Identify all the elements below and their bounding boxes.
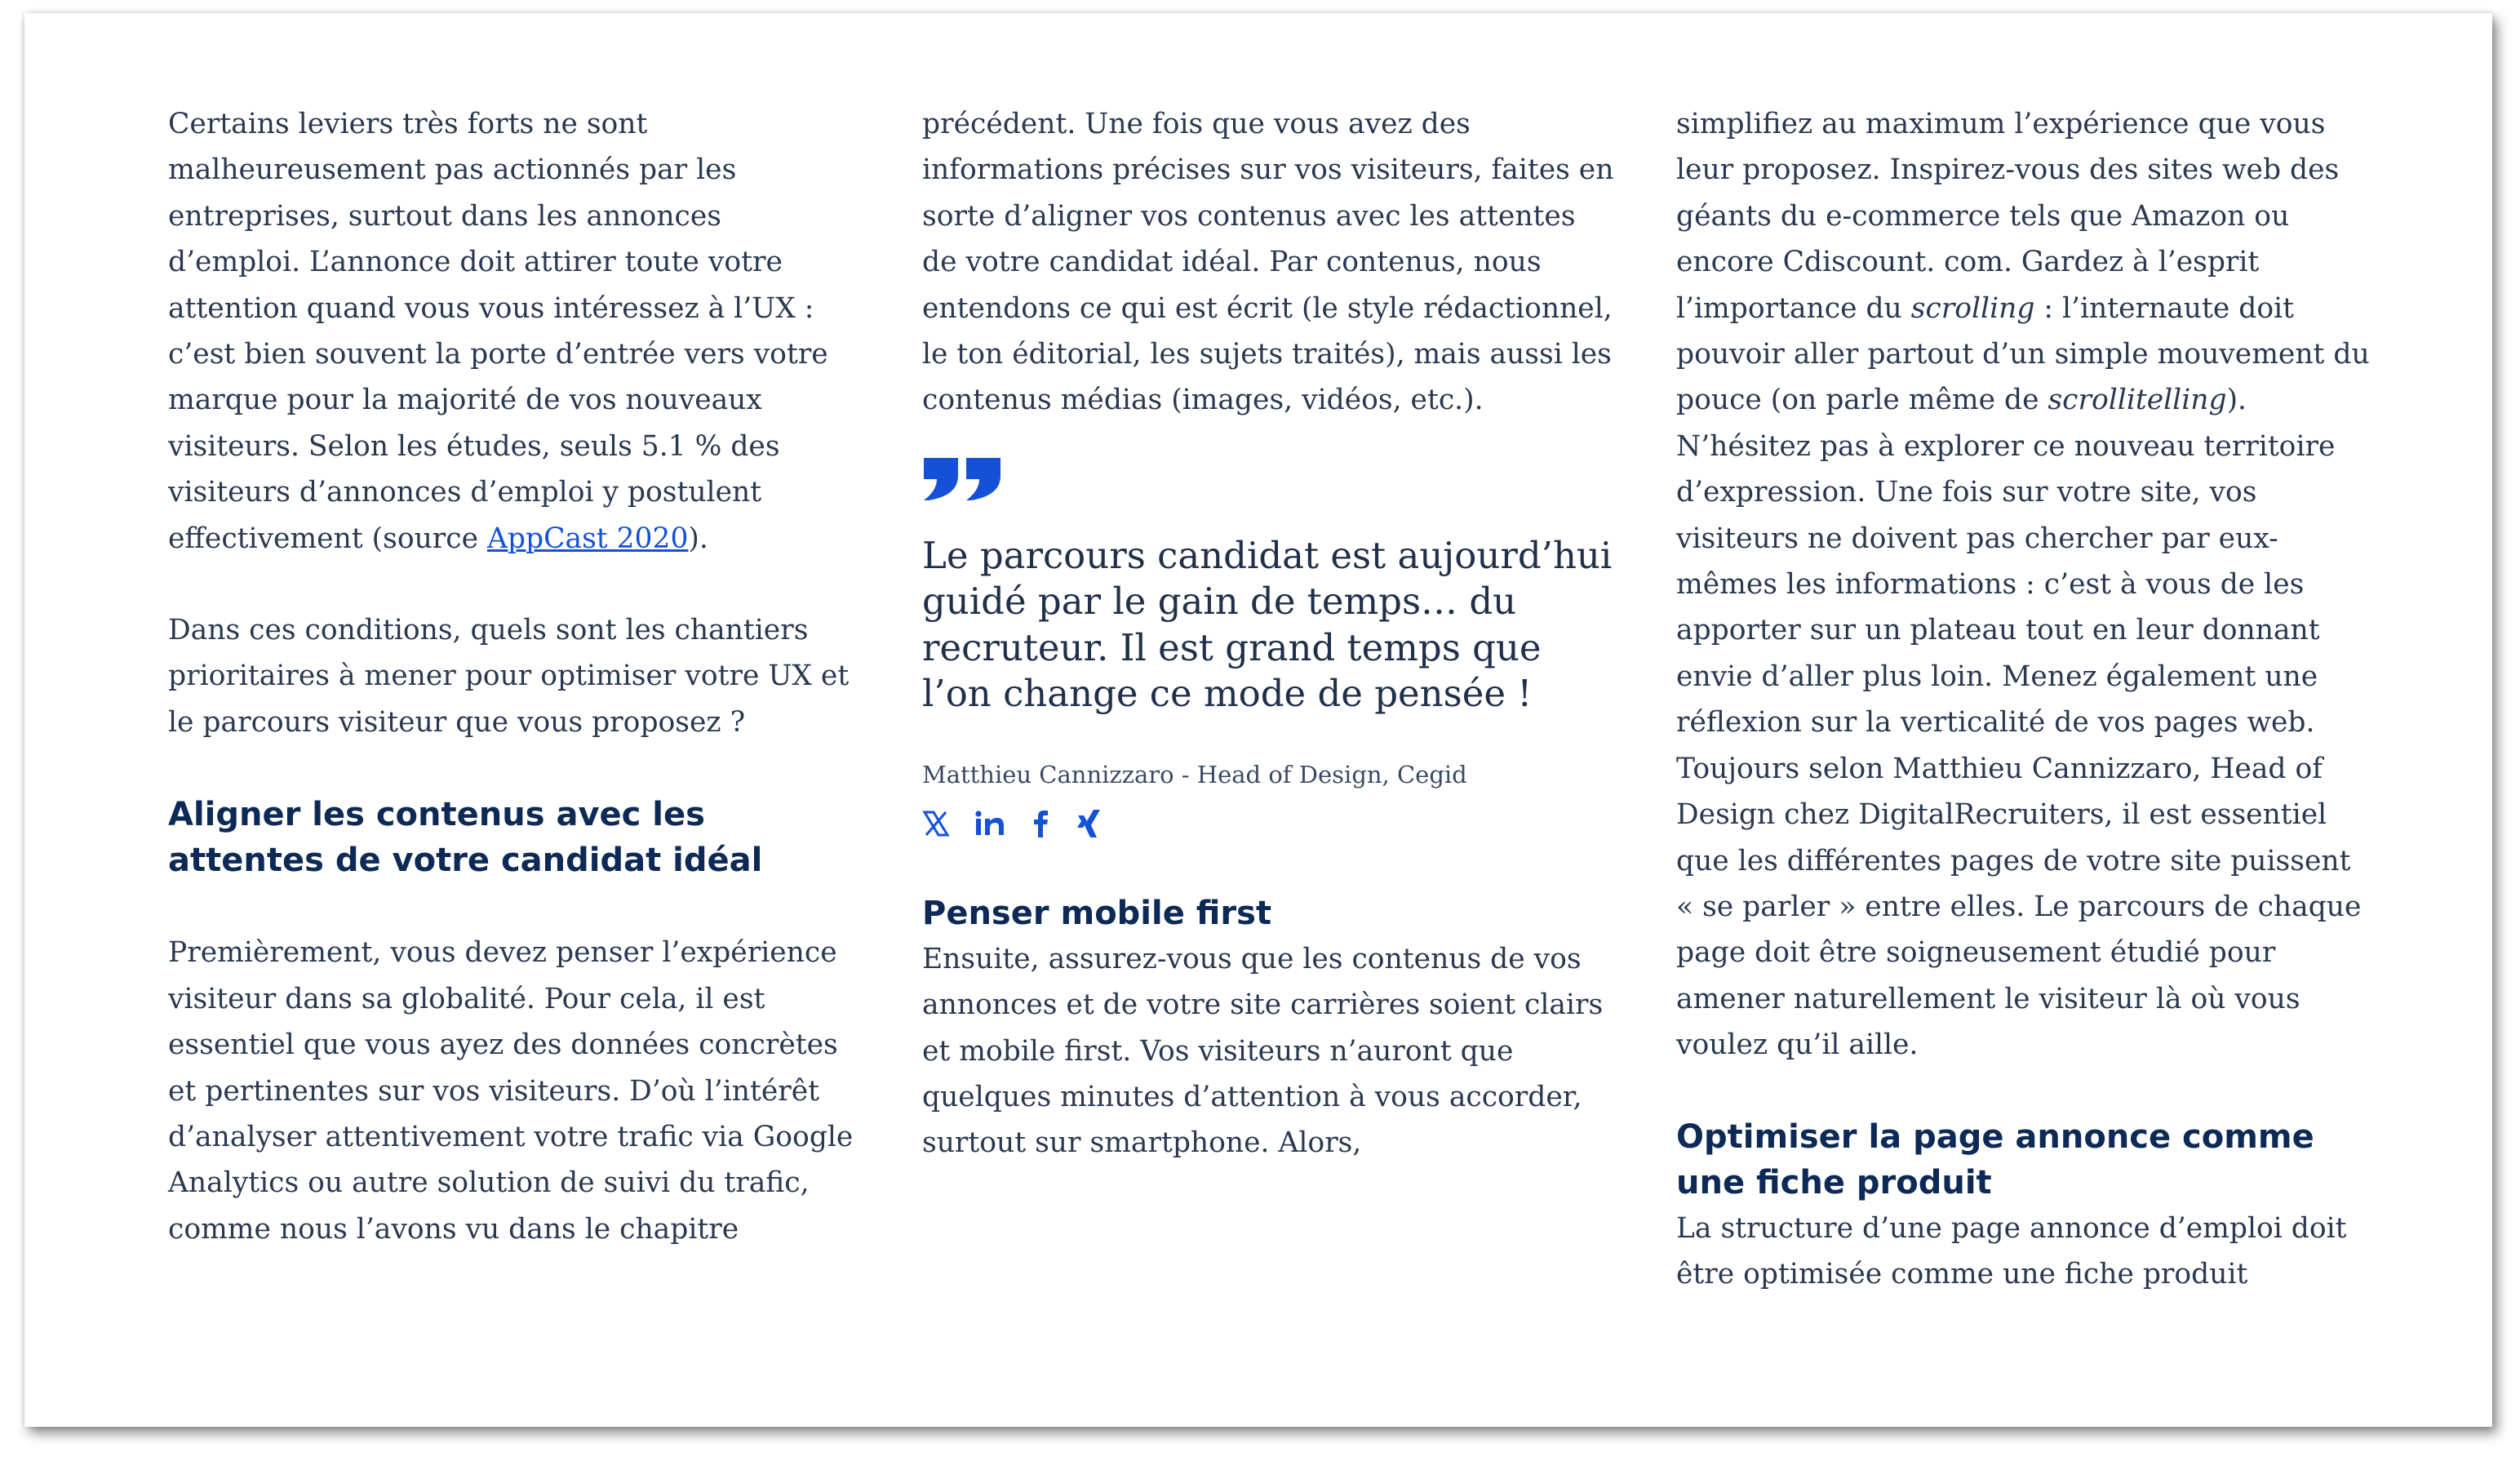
heading-align-content: Aligner les contenus avec les attentes de votre candidat idéal	[168, 796, 763, 880]
quote-icon	[922, 458, 1616, 504]
xing-icon[interactable]	[1076, 809, 1103, 838]
emphasis-scrolling: scrolling	[1910, 291, 2035, 325]
paragraph-ensuite: Ensuite, assurez-vous que les contenus de vos annonces et de votre site carrières soient clairs et mobile first. Vos visiteurs n’auront que quelques minutes d’attention à vous accorder, surtout sur smartphone. Alors,	[922, 942, 1604, 1160]
paragraph-text: Certains leviers très forts ne sont malheureusement pas actionnés par les entreprises, surtout dans les annonces d’emploi. L’annonce doit attirer toute votre attention quand vous vous intéressez à l’UX : c’est bien souvent la porte d’entrée vers votre marque pour la majorité de vos nouveaux visiteurs. Selon les études, seuls 5.1 % des visiteurs d’annonces d’emploi y postulent effectivement (source	[168, 108, 828, 555]
quote-author: Matthieu Cannizzaro - Head of Design, Cegid	[922, 760, 1467, 789]
heading-product-page: Optimiser la page annonce comme une fiche produit	[1676, 1117, 2314, 1202]
paragraph-text: simplifiez au maximum l’expérience que vous leur proposez. Inspirez-vous des sites web des géants du e-commerce tels que Amazon ou encore Cdiscount. com. Gardez à l’esprit l’importance du	[1676, 108, 2340, 325]
paragraph-simplify	[1676, 101, 2370, 1068]
column-1	[168, 101, 862, 1252]
paragraph-text: : l’internaute doit pouvoir aller partout d’un simple mouvement du pouce (on parle même de	[1676, 291, 2370, 417]
heading-mobile-first: Penser mobile first	[922, 894, 1272, 932]
pull-quote: Le parcours candidat est aujourd’hui guidé par le gain de temps… du recruteur. Il est grand temps que l’on change ce mode de pensée !	[922, 533, 1613, 716]
paragraph-text: ). N’hésitez pas à explorer ce nouveau territoire d’expression. Une fois sur votre site, vos visiteurs ne doivent pas chercher par eux-mêmes les informations : c’est à vous de les apporter sur un plateau tout en leur donnant envie d’aller plus loin. Menez également une réflexion sur la verticalité de vos pages web. Toujours selon Matthieu Cannizzaro, Head of Design chez DigitalRecruiters, il est essentiel que les différentes pages de votre site puissent « se parler » entre elles. Le parcours de chaque page doit être soigneusement étudié pour amener naturellement le visiteur là où vous voulez qu’il aille.	[1676, 384, 2362, 1062]
paragraph-levers	[168, 101, 862, 562]
paragraph-first: Premièrement, vous devez penser l’expérience visiteur dans sa globalité. Pour cela, il est essentiel que vous ayez des données concrètes et pertinentes sur vos visiteurs. D’où l’intérêt d’analyser attentivement votre trafic via Google Analytics ou autre solution de suivi du trafic, comme nous l’avons vu dans le chapitre	[168, 936, 854, 1246]
appcast-link[interactable]: AppCast 2020	[487, 522, 689, 555]
facebook-icon[interactable]	[1032, 809, 1051, 838]
column-2	[922, 101, 1616, 1166]
x-icon[interactable]	[922, 810, 950, 837]
paragraph-text-end: ).	[688, 522, 708, 555]
emphasis-scrollitelling: scrollitelling	[2048, 384, 2227, 417]
linkedin-icon[interactable]	[974, 810, 1007, 837]
share-icons	[922, 806, 1616, 842]
paragraph-precedent: précédent. Une fois que vous avez des informations précises sur vos visiteurs, faites en sorte d’aligner vos contenus avec les attentes de votre candidat idéal. Par contenus, nous entendons ce qui est écrit (le style rédactionnel, le ton éditorial, les sujets traités), mais aussi les contenus médias (images, vidéos, etc.).	[922, 108, 1614, 417]
column-3	[1676, 101, 2370, 1297]
article-page	[24, 13, 2492, 1427]
paragraph-structure: La structure d’une page annonce d’emploi doit être optimisée comme une fiche produit	[1676, 1211, 2347, 1291]
paragraph-conditions: Dans ces conditions, quels sont les chantiers prioritaires à mener pour optimiser votre UX et le parcours visiteur que vous proposez ?	[168, 614, 850, 739]
